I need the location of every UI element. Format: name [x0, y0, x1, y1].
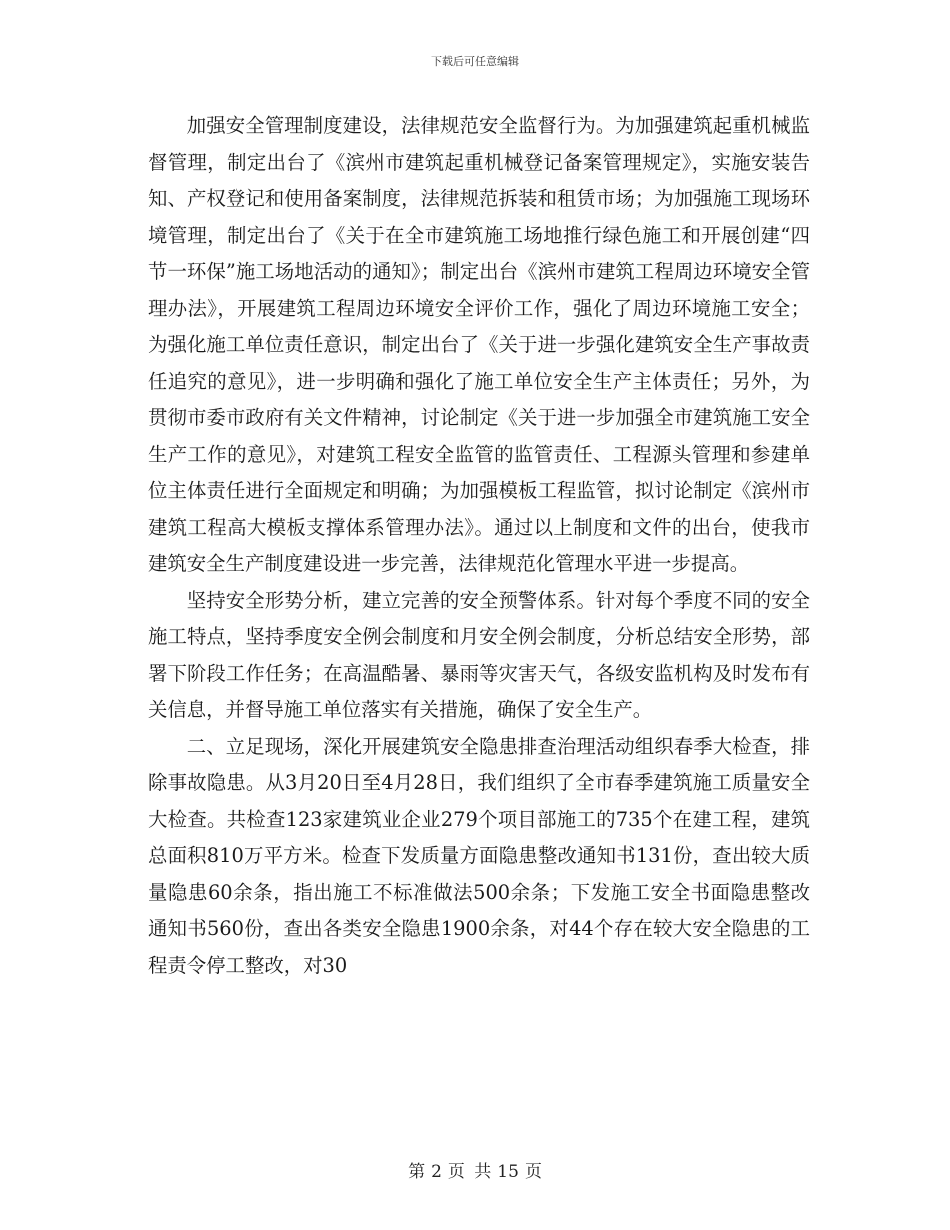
footer-suffix: 页: [524, 1162, 542, 1182]
footer-total-pages: 15: [497, 1162, 519, 1182]
footer-prefix: 第: [408, 1162, 426, 1182]
paragraph-safety-management-system: 加强安全管理制度建设，法律规范安全监督行为。为加强建筑起重机械监督管理，制定出台了《滨州市建筑起重机械登记备案管理规定》，实施安装告知、产权登记和使用备案制度，法律规范拆装和租赁市场；为加强施工现场环境管理，制定出台了《关于在全市建筑施工场地推行绿色施工和开展创建“四节一环保”施工场地活动的通知》；制定出台《滨州市建筑工程周边环境安全管理办法》，开展建筑工程周边环境安全评价工作，强化了周边环境施工安全；为强化施工单位责任意识，制定出台了《关于进一步强化建筑安全生产事故责任追究的意见》，进一步明确和强化了施工单位安全生产主体责任；另外，为贯彻市委市政府有关文件精神，讨论制定《关于进一步加强全市建筑施工安全生产工作的意见》，对建筑工程安全监管的监管责任、工程源头管理和参建单位主体责任进行全面规定和明确；为加强模板工程监管，拟讨论制定《滨州市建筑工程高大模板支撑体系管理办法》。通过以上制度和文件的出台，使我市建筑安全生产制度建设进一步完善，法律规范化管理水平进一步提高。: [148, 114, 810, 575]
footer-middle: 页 共: [447, 1162, 492, 1182]
footer-page-number: 2: [431, 1162, 442, 1182]
paragraph-hazard-inspection: 二、立足现场，深化开展建筑安全隐患排查治理活动组织春季大检查，排除事故隐患。从3月20日至4月28日，我们组织了全市春季建筑施工质量安全大检查。共检查123家建筑业企业279个项目部施工的735个在建工程，建筑总面积810万平方米。检查下发质量方面隐患整改通知书131份，查出较大质量隐患60余条，指出施工不标准做法500余条；下发施工安全书面隐患整改通知书560份，查出各类安全隐患1900余条，对44个存在较大安全隐患的工程责令停工整改，对30: [148, 734, 810, 977]
page-header: 下载后可任意编辑: [431, 55, 519, 68]
document-body: [148, 108, 810, 984]
page-footer: [0, 1157, 950, 1182]
paragraph-safety-situation-analysis: 坚持安全形势分析，建立完善的安全预警体系。针对每个季度不同的安全施工特点，坚持季度安全例会制度和月安全例会制度，分析总结安全形势，部署下阶段工作任务；在高温酷暑、暴雨等灾害天气，各级安监机构及时发布有关信息，并督导施工单位落实有关措施，确保了安全生产。: [148, 588, 810, 721]
